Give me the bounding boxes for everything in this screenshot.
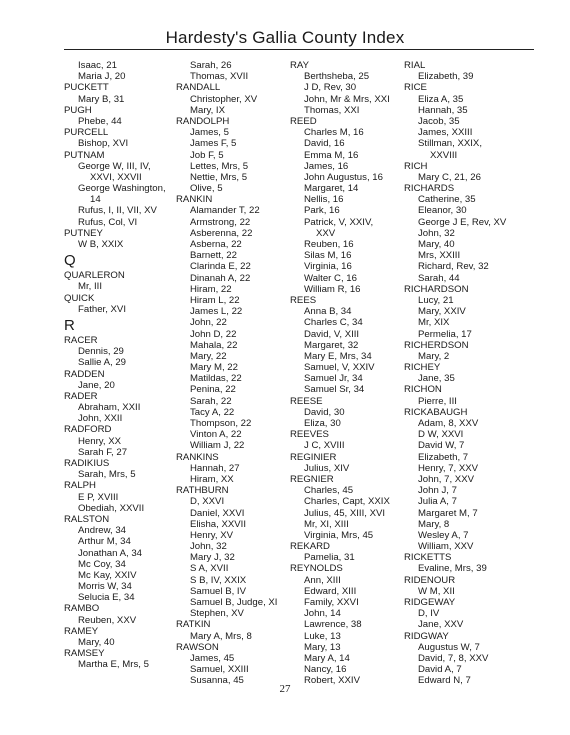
index-entry-continuation: XXVI, XXVII	[90, 171, 142, 183]
index-entry: Julia A, 7	[418, 496, 457, 508]
index-entry: Armstrong, 22	[190, 216, 251, 228]
index-entry: Mahala, 22	[190, 339, 238, 351]
index-entry: Bishop, XVI	[78, 138, 129, 150]
surname-heading: RICHARDS	[404, 183, 455, 195]
index-entry: Nancy, 16	[304, 664, 347, 676]
index-entry: James, XXIII	[418, 127, 473, 139]
index-entry: Mary, 40	[418, 239, 455, 250]
index-entry: Andrew, 34	[78, 525, 127, 537]
index-entry: Jane, 20	[78, 379, 115, 391]
index-entry: Daniel, XXVI	[190, 507, 245, 519]
index-entry: Mary A, 14	[304, 652, 350, 664]
index-entry: James, 5	[190, 127, 229, 139]
index-entry: Susanna, 45	[190, 675, 244, 687]
surname-heading: REEVES	[290, 429, 329, 441]
index-entry: Luke, 13	[304, 630, 341, 642]
surname-heading: RICKABAUGH	[404, 406, 468, 418]
surname-heading: RIDGWAY	[404, 630, 449, 642]
surname-heading: PURCELL	[64, 127, 109, 139]
surname-heading: RACER	[64, 334, 98, 346]
surname-heading: RAY	[290, 60, 310, 71]
index-entry: David, 16	[304, 138, 345, 150]
index-entry: John, XXII	[78, 413, 123, 425]
surname-heading: REESE	[290, 395, 323, 407]
index-entry: John, 7, XXV	[418, 473, 474, 485]
surname-heading: RAMBO	[64, 603, 100, 615]
index-entry: S A, XVII	[190, 563, 229, 575]
index-entry: W B, XXIX	[78, 239, 124, 250]
index-entry: Obediah, XXVII	[78, 502, 145, 514]
index-entry: Reuben, 16	[304, 239, 354, 250]
index-entry: E P, XVIII	[78, 491, 119, 503]
index-entry: Stillman, XXIX,	[418, 138, 482, 150]
index-entry: Emma M, 16	[304, 149, 359, 161]
surname-heading: RATHBURN	[176, 485, 229, 497]
index-entry: Charles, 45	[304, 485, 354, 497]
index-entry: George W, III, IV,	[78, 160, 151, 172]
index-entry: Jonathan A, 34	[78, 547, 143, 559]
index-entry: Margaret, 14	[304, 183, 359, 195]
surname-heading: REGNIER	[290, 473, 334, 485]
index-entry: Abraham, XXII	[78, 402, 141, 414]
index-entry: Nettie, Mrs, 5	[190, 171, 248, 183]
index-entry: Lucy, 21	[418, 294, 454, 306]
surname-heading: RANKINS	[176, 451, 219, 463]
index-entry: Elizabeth, 39	[418, 71, 474, 83]
surname-heading: RICHEY	[404, 362, 441, 374]
index-entry: John Augustus, 16	[304, 171, 383, 183]
index-entry: Thomas, XXI	[304, 104, 360, 116]
surname-heading: RALPH	[64, 480, 96, 492]
index-entry: James, 16	[304, 160, 349, 172]
index-entry: Augustus W, 7	[418, 641, 480, 653]
surname-heading: RIAL	[404, 60, 426, 71]
index-entry: Mary, XXIV	[418, 306, 466, 318]
index-entry: D, IV	[418, 608, 440, 620]
index-entry: Morris W, 34	[78, 581, 132, 593]
index-entry: Ann, XIII	[304, 574, 341, 586]
index-entry: Mary, 2	[418, 350, 450, 362]
index-entry: Mary, 13	[304, 641, 341, 653]
index-entry: Mr, III	[78, 281, 102, 293]
index-entry-continuation: XXVIII	[430, 149, 458, 161]
index-entry: David, 30	[304, 406, 345, 418]
surname-heading: RICHON	[404, 384, 442, 396]
index-entry: Mc Kay, XXIV	[78, 569, 137, 581]
index-entry: Virginia, Mrs, 45	[304, 529, 374, 541]
index-entry: James L, 22	[190, 306, 243, 318]
surname-heading: QUICK	[64, 292, 95, 304]
index-entry: Dennis, 29	[78, 346, 124, 358]
index-entry: Samuel B, Judge, XI	[190, 597, 278, 608]
surname-heading: RADER	[64, 390, 98, 402]
index-entry: Lettes, Mrs, 5	[190, 160, 249, 172]
index-entry: Henry, XV	[190, 529, 234, 541]
index-entry: Olive, 5	[190, 183, 223, 195]
index-entry: Phebe, 44	[78, 115, 122, 127]
surname-heading: RAWSON	[176, 641, 219, 653]
index-entry: John, 32	[418, 227, 455, 239]
index-entry: Robert, XXIV	[304, 675, 360, 687]
surname-heading: RIDENOUR	[404, 574, 456, 586]
index-entry: Margaret M, 7	[418, 507, 478, 519]
index-entry: Asberna, 22	[190, 239, 242, 250]
index-entry: Catherine, 35	[418, 194, 476, 206]
index-entry: Henry, XX	[78, 435, 122, 447]
index-entry: Edward, XIII	[304, 585, 357, 597]
surname-heading: REED	[290, 115, 317, 127]
index-entry: Julius, 45, XIII, XVI	[304, 507, 386, 519]
index-entry: Isaac, 21	[78, 60, 117, 71]
index-entry: Patrick, V, XXIV,	[304, 216, 374, 228]
index-entry: Rufus, Col, VI	[78, 216, 138, 228]
index-entry: Mary B, 31	[78, 93, 125, 105]
surname-heading: PUTNAM	[64, 149, 105, 161]
surname-heading: RALSTON	[64, 513, 110, 525]
index-entry: John, 14	[304, 608, 341, 620]
index-entry: Stephen, XV	[190, 608, 244, 620]
index-entry: John D, 22	[190, 328, 237, 340]
index-entry: Henry, 7, XXV	[418, 462, 479, 474]
index-entry: Sarah, 22	[190, 395, 232, 407]
title-rule	[64, 49, 534, 50]
index-entry: Mary, 22	[190, 350, 227, 362]
index-entry: Sarah, Mrs, 5	[78, 469, 136, 481]
index-entry: Thomas, XVII	[190, 71, 249, 83]
index-entry: Christopher, XV	[190, 93, 258, 105]
index-entry: James, 45	[190, 652, 235, 664]
surname-heading: RICHARDSON	[404, 283, 469, 295]
index-entry: Vinton A, 22	[190, 429, 242, 441]
index-column-4	[404, 60, 544, 687]
index-entry: David W, 7	[418, 440, 465, 452]
index-entry: George Washington,	[78, 183, 166, 195]
section-letter: R	[64, 316, 75, 334]
index-entry: Edward N, 7	[418, 675, 471, 687]
surname-heading: RICHERDSON	[404, 339, 469, 351]
index-entry: Matildas, 22	[190, 373, 242, 385]
index-entry: Pamelia, 31	[304, 552, 355, 564]
index-entry: Richard, Rev, 32	[418, 261, 489, 273]
index-entry: Penina, 22	[190, 384, 236, 396]
index-entry: Sarah, 26	[190, 60, 232, 71]
surname-heading: REKARD	[290, 541, 330, 553]
surname-heading: PUGH	[64, 104, 92, 116]
index-entry: Mary, IX	[190, 104, 226, 116]
surname-heading: RICKETTS	[404, 552, 452, 564]
surname-heading: RICH	[404, 160, 428, 172]
index-entry: Anna B, 34	[304, 306, 352, 318]
index-entry: Reuben, XXV	[78, 614, 137, 626]
index-entry: D, XXVI	[190, 496, 225, 508]
index-entry: Mary C, 21, 26	[418, 171, 481, 183]
index-entry: Hiram L, 22	[190, 294, 240, 306]
index-entry: David, V, XIII	[304, 328, 360, 340]
surname-heading: REES	[290, 294, 317, 306]
index-entry: Adam, 8, XXV	[418, 418, 479, 429]
surname-heading: REGINIER	[290, 451, 337, 463]
surname-heading: RANKIN	[176, 194, 213, 206]
section-letter: Q	[64, 252, 76, 270]
page-title: Hardesty's Gallia County Index	[165, 28, 405, 47]
index-entry: William J, 22	[190, 440, 245, 452]
surname-heading: RIDGEWAY	[404, 597, 456, 608]
index-entry: Charles C, 34	[304, 317, 363, 329]
index-entry: Father, XVI	[78, 303, 126, 315]
index-entry: Samuel Jr, 34	[304, 373, 363, 385]
surname-heading: RADDEN	[64, 368, 105, 380]
index-entry: Jane, 35	[418, 373, 455, 385]
index-entry: Hiram, 22	[190, 283, 232, 295]
index-entry: Samuel B, IV	[190, 585, 246, 597]
surname-heading: RADIKIUS	[64, 458, 110, 469]
surname-heading: RANDALL	[176, 82, 221, 94]
index-entry: Martha E, Mrs, 5	[78, 659, 149, 671]
index-entry: William R, 16	[304, 283, 361, 295]
index-entry: Margaret, 32	[304, 339, 359, 351]
index-entry: Julius, XIV	[304, 462, 350, 474]
index-entry: Mr, XIX	[418, 317, 450, 329]
index-entry: James F, 5	[190, 138, 237, 150]
index-entry: Samuel, XXIII	[190, 664, 249, 676]
index-entry: William, XXV	[418, 541, 474, 553]
index-entry: Job F, 5	[190, 149, 224, 161]
surname-heading: RANDOLPH	[176, 115, 230, 127]
surname-heading: REYNOLDS	[290, 563, 343, 575]
index-entry: W M, XII	[418, 585, 455, 597]
index-entry: John J, 7	[418, 485, 457, 497]
index-entry: Charles M, 16	[304, 127, 364, 139]
index-entry: Family, XXVI	[304, 597, 359, 608]
surname-heading: PUTNEY	[64, 227, 103, 239]
index-entry: Mary E, Mrs, 34	[304, 350, 372, 362]
index-entry: Maria J, 20	[78, 71, 126, 83]
index-entry: Silas M, 16	[304, 250, 352, 262]
index-entry: Hannah, 35	[418, 104, 468, 116]
index-entry-continuation: 14	[90, 194, 101, 206]
index-entry: Barnett, 22	[190, 250, 237, 262]
surname-heading: RICE	[404, 82, 427, 94]
index-entry: Sarah, 44	[418, 272, 460, 284]
index-entry: Park, 16	[304, 205, 340, 217]
index-entry: Sallie A, 29	[78, 357, 127, 369]
index-entry: Thompson, 22	[190, 418, 252, 429]
index-entry: Mary, 8	[418, 518, 450, 530]
index-entry: Jane, XXV	[418, 619, 464, 631]
surname-heading: RAMEY	[64, 625, 99, 637]
index-entry: Selucia E, 34	[78, 592, 135, 604]
index-entry: Mary M, 22	[190, 362, 238, 374]
surname-heading: RATKIN	[176, 619, 211, 631]
index-entry: Mary, 40	[78, 637, 115, 648]
index-entry: Sarah F, 27	[78, 446, 128, 458]
index-entry: Eliza A, 35	[418, 93, 464, 105]
index-entry: David, 7, 8, XXV	[418, 652, 489, 664]
surname-heading: QUARLERON	[64, 270, 125, 282]
surname-heading: RAMSEY	[64, 648, 105, 660]
index-entry: Berthsheba, 25	[304, 71, 370, 83]
index-entry: S B, IV, XXIX	[190, 574, 247, 586]
index-entry: Virginia, 16	[304, 261, 352, 273]
index-entry: Samuel, V, XXIV	[304, 362, 375, 374]
index-entry: Charles, Capt, XXIX	[304, 496, 390, 508]
index-entry: Mr, XI, XIII	[304, 518, 349, 530]
index-entry: David A, 7	[418, 664, 462, 676]
index-entry: Mary J, 32	[190, 552, 235, 564]
index-entry: George J E, Rev, XV	[418, 216, 507, 228]
index-entry: Walter C, 16	[304, 272, 357, 284]
surname-heading: PUCKETT	[64, 82, 109, 94]
index-entry: Evaline, Mrs, 39	[418, 563, 487, 575]
surname-heading: RADFORD	[64, 424, 112, 436]
index-entry: Wesley A, 7	[418, 529, 469, 541]
index-entry: J D, Rev, 30	[304, 82, 357, 94]
index-entry: John, Mr & Mrs, XXI	[304, 93, 390, 105]
index-entry: Hiram, XX	[190, 473, 234, 485]
index-entry: Elizabeth, 7	[418, 451, 469, 463]
index-entry: Arthur M, 34	[78, 536, 131, 548]
index-entry: Nellis, 16	[304, 194, 344, 206]
index-entry: Alamander T, 22	[190, 205, 260, 217]
index-entry: Eliza, 30	[304, 418, 341, 429]
index-entry: Elisha, XXVII	[190, 518, 246, 530]
index-entry: John, 32	[190, 541, 227, 553]
index-entry: Samuel Sr, 34	[304, 384, 365, 396]
index-entry: Lawrence, 38	[304, 619, 362, 631]
index-entry: Clarinda E, 22	[190, 261, 251, 273]
index-entry: Jacob, 35	[418, 115, 460, 127]
page-number: 27	[279, 683, 291, 695]
index-entry: Pierre, III	[418, 395, 457, 407]
index-entry: Permelia, 17	[418, 328, 472, 340]
index-entry: Mary A, Mrs, 8	[190, 630, 252, 642]
index-entry: Hannah, 27	[190, 462, 240, 474]
index-entry: Eleanor, 30	[418, 205, 467, 217]
index-entry: Dinanah A, 22	[190, 272, 251, 284]
index-entry: J C, XVIII	[304, 440, 345, 452]
index-entry: John, 22	[190, 317, 227, 329]
index-entry: Tacy A, 22	[190, 406, 235, 418]
index-entry: Rufus, I, II, VII, XV	[78, 205, 157, 217]
index-entry: Asberenna, 22	[190, 227, 253, 239]
index-entry: Mrs, XXIII	[418, 250, 461, 262]
index-entry-continuation: XXV	[316, 227, 336, 239]
index-entry: D W, XXVI	[418, 429, 464, 441]
index-entry: Mc Coy, 34	[78, 558, 126, 570]
